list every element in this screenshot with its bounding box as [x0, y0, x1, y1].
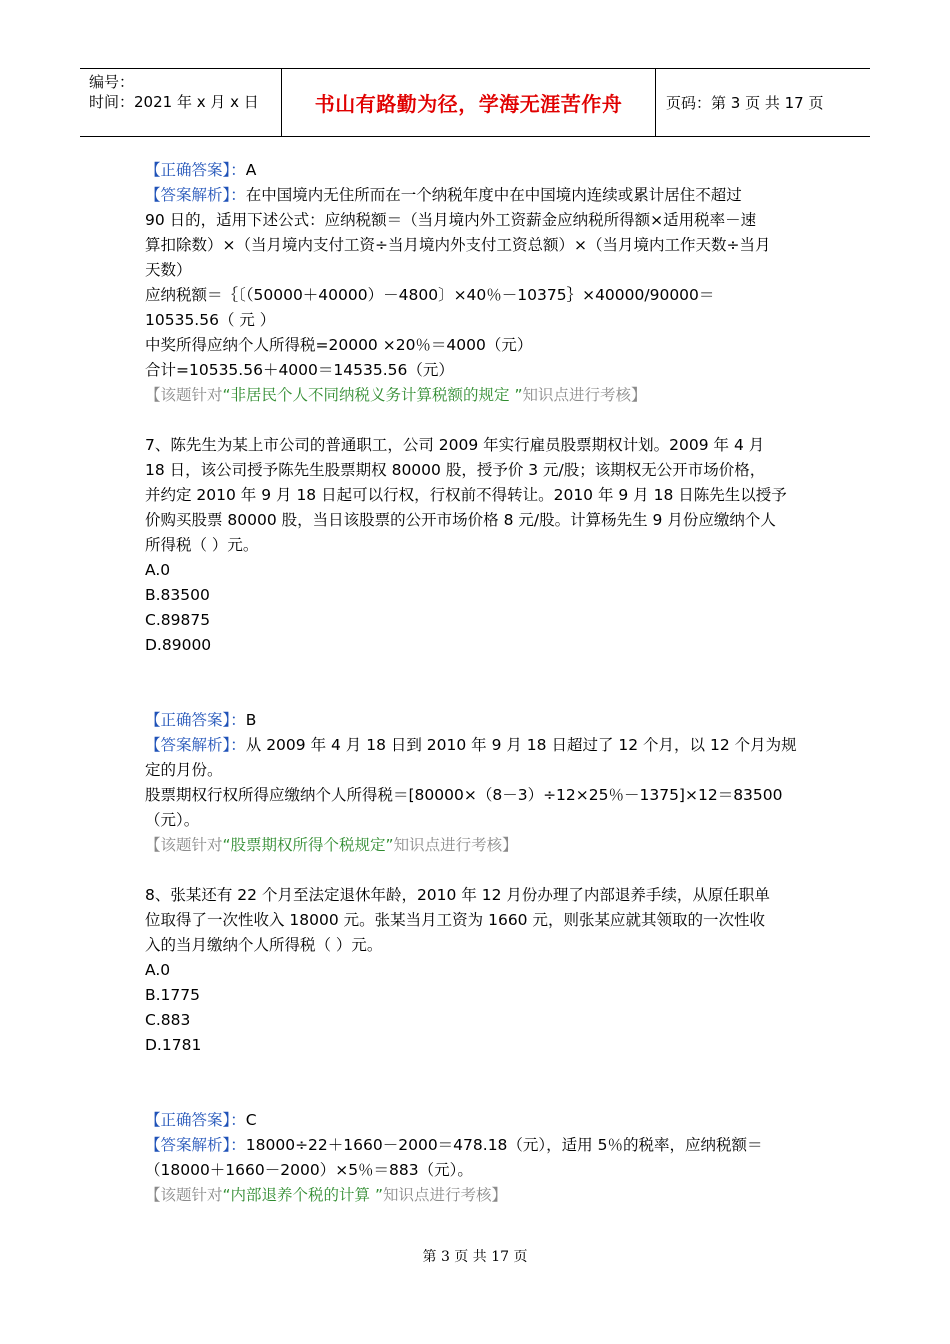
analysis-label: 【答案解析】： [145, 1136, 246, 1154]
text-line: 7、陈先生为某上市公司的普通职工，公司 2009 年实行雇员股票期权计划。2009 年 4 月 [145, 436, 765, 454]
correct-answer-value: A [245, 161, 257, 179]
text-line: A.0 [145, 961, 171, 979]
text-line: 应纳税额＝｛〔（50000＋40000）－4800〕×40％－10375｝×40000/90000＝ [145, 286, 715, 304]
note-prefix: 【该题针对 [145, 386, 223, 404]
spacer [145, 858, 805, 883]
correct-answer-value: C [245, 1111, 257, 1129]
knowledge-point-note [145, 833, 805, 858]
analysis-text: 从 2009 年 4 月 18 日到 2010 年 9 月 18 日超过了 12 个月，以 12 个月为规 [245, 736, 797, 754]
analysis-label: 【答案解析】： [145, 736, 246, 754]
text-line: （元）。 [145, 811, 200, 829]
correct-answer-label: 【正确答案】： [145, 711, 246, 729]
answer-analysis-line [145, 1133, 805, 1158]
text-line: 位取得了一次性收入 18000 元。张某当月工资为 1660 元，则张某应就其领取的一次性收 [145, 911, 765, 929]
spacer [145, 658, 805, 708]
header-motto-cell [282, 69, 656, 136]
spacer [145, 1058, 805, 1108]
note-prefix: 【该题针对 [145, 1186, 223, 1204]
page-footer: 第 3 页 共 17 页 [422, 1249, 528, 1265]
text-line: C.89875 [145, 611, 211, 629]
text-line: 算扣除数）×（当月境内支付工资÷当月境内外支付工资总额）×（当月境内工作天数÷当月 [145, 236, 771, 254]
text-line: 合计=10535.56＋4000＝14535.56（元） [145, 361, 454, 379]
text-line: B.1775 [145, 986, 201, 1004]
answer-analysis-line [145, 183, 805, 208]
text-line: 并约定 2010 年 9 月 18 日起可以行权，行权前不得转让。2010 年 9 月 18 日陈先生以授予 [145, 486, 787, 504]
correct-answer-line [145, 158, 805, 183]
analysis-text: 在中国境内无住所而在一个纳税年度中在中国境内连续或累计居住不超过 [245, 186, 742, 204]
correct-answer-line [145, 708, 805, 733]
spacer [145, 408, 805, 433]
header-page-info: 页码：第 3 页 共 17 页 [666, 94, 824, 112]
text-line: 入的当月缴纳个人所得税（ ）元。 [145, 936, 383, 954]
note-suffix: 知识点进行考核】 [522, 386, 647, 404]
document-date: 时间：2021 年 x 月 x 日 [89, 93, 259, 111]
text-line: 定的月份。 [145, 761, 223, 779]
text-line: 天数） [145, 261, 192, 279]
document-body [145, 158, 805, 1208]
text-line: 中奖所得应纳个人所得税=20000 ×20％＝4000（元） [145, 336, 533, 354]
document-number-label: 编号： [89, 73, 135, 91]
page-header [80, 68, 870, 137]
note-suffix: 知识点进行考核】 [393, 836, 518, 854]
analysis-label: 【答案解析】： [145, 186, 246, 204]
note-topic: “内部退养个税的计算 ” [222, 1186, 384, 1204]
correct-answer-label: 【正确答案】： [145, 1111, 246, 1129]
text-line: 8、张某还有 22 个月至法定退休年龄，2010 年 12 月份办理了内部退养手续，从原任职单 [145, 886, 770, 904]
note-topic: “非居民个人不同纳税义务计算税额的规定 ” [222, 386, 523, 404]
note-prefix: 【该题针对 [145, 836, 223, 854]
text-line: C.883 [145, 1011, 191, 1029]
text-line: D.89000 [145, 636, 212, 654]
correct-answer-line [145, 1108, 805, 1133]
note-suffix: 知识点进行考核】 [383, 1186, 508, 1204]
correct-answer-value: B [245, 711, 257, 729]
knowledge-point-note [145, 1183, 805, 1208]
knowledge-point-note [145, 383, 805, 408]
text-line: 10535.56（ 元 ） [145, 311, 276, 329]
text-line: B.83500 [145, 586, 210, 604]
header-motto: 书山有路勤为径，学海无涯苦作舟 [314, 92, 623, 116]
correct-answer-label: 【正确答案】： [145, 161, 246, 179]
text-line: A.0 [145, 561, 171, 579]
header-meta [80, 69, 282, 136]
text-line: 90 日的，适用下述公式：应纳税额＝（当月境内外工资薪金应纳税所得额×适用税率－速 [145, 211, 757, 229]
answer-analysis-line [145, 733, 805, 758]
text-line: D.1781 [145, 1036, 202, 1054]
note-topic: “股票期权所得个税规定” [222, 836, 394, 854]
analysis-text: 18000÷22＋1660－2000＝478.18（元），适用 5％的税率，应纳税额＝ [245, 1136, 763, 1154]
text-line: 股票期权行权所得应缴纳个人所得税＝[80000×（8－3）÷12×25％－1375]×12＝83500 [145, 786, 783, 804]
text-line: （18000＋1660－2000）×5％＝883（元）。 [145, 1161, 473, 1179]
text-line: 所得税（ ）元。 [145, 536, 259, 554]
text-line: 18 日，该公司授予陈先生股票期权 80000 股，授予价 3 元/股；该期权无公开市场价格， [145, 461, 766, 479]
text-line: 价购买股票 80000 股，当日该股票的公开市场价格 8 元/股。计算杨先生 9 月份应缴纳个人 [145, 511, 776, 529]
